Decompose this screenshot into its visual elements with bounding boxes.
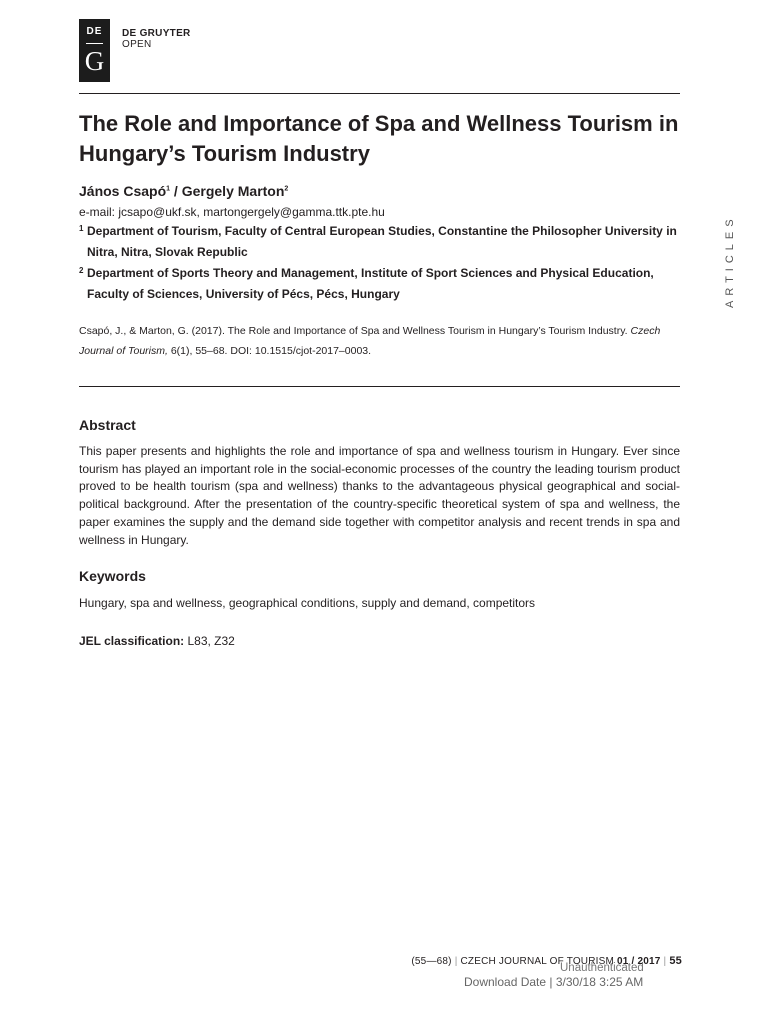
publisher-subtitle: OPEN — [122, 39, 152, 50]
affiliation-1 — [79, 221, 684, 263]
author-2: Gergely Marton — [181, 183, 285, 199]
abstract-heading: Abstract — [79, 417, 136, 433]
citation-main: Csapó, J., & Marton, G. (2017). The Role and Importance of Spa and Wellness Tourism in Hungary’s Tourism Industry. — [79, 325, 631, 337]
abstract-text: This paper presents and highlights the role and importance of spa and wellness tourism in Hungary. Ever since tourism has played an important role in the social-economic processes of the country the leading tourism product proved to be health tourism (spa and wellness) thanks to the advantageous physical geographical and social-political background. After the presentation of the country-specific theoretical system of spa and wellness, the paper examines the supply and the demand side together with competitor analysis and recent trends in spa and wellness in Hungary. — [79, 444, 680, 547]
keywords-heading: Keywords — [79, 568, 146, 584]
publisher-title: DE GRUYTER — [122, 28, 191, 39]
affiliation-1-mark: 1 — [79, 224, 84, 233]
section-rule — [79, 386, 680, 387]
footer-separator-2: | — [663, 956, 667, 967]
footer-separator: | — [454, 956, 458, 967]
download-status: Unauthenticated — [560, 962, 644, 974]
jel-label: JEL classification: — [79, 634, 185, 648]
footer-journal: CZECH JOURNAL OF TOURISM — [460, 956, 615, 967]
author-email: e-mail: jcsapo@ukf.sk, martongergely@gamma.ttk.pte.hu — [79, 205, 385, 219]
articles-side-label: ARTICLES — [724, 214, 736, 308]
author-1-mark: 1 — [166, 185, 171, 193]
download-date: Download Date | 3/30/18 3:25 AM — [464, 975, 644, 989]
jel-value: L83, Z32 — [184, 634, 235, 648]
citation — [79, 321, 680, 361]
publisher-name — [122, 28, 191, 50]
publisher-logo — [79, 19, 110, 82]
affiliation-1-text: Department of Tourism, Faculty of Central European Studies, Constantine the Philosopher University in Nitra, Nitra, Slovak Republic — [87, 224, 677, 259]
logo-de-text: DE — [86, 26, 103, 37]
page-number: 55 — [669, 955, 682, 967]
logo-g-text: G — [84, 46, 105, 76]
keywords-text: Hungary, spa and wellness, geographical conditions, supply and demand, competitors — [79, 596, 536, 610]
paper-title: The Role and Importance of Spa and Wellness Tourism in Hungary’s Tourism Industry — [79, 111, 679, 166]
author-1: János Csapó — [79, 183, 167, 199]
affiliation-2-mark: 2 — [79, 266, 84, 275]
citation-rest: 6(1), 55–68. DOI: 10.1515/cjot-2017–0003. — [167, 345, 372, 357]
affiliation-2 — [79, 263, 684, 305]
affiliation-2-text: Department of Sports Theory and Management, Institute of Sport Sciences and Physical Education, Faculty of Sciences, University of Pécs, Pécs, Hungary — [87, 266, 654, 301]
author-2-mark: 2 — [284, 185, 289, 193]
author-separator: / — [170, 183, 182, 199]
header-rule — [79, 93, 680, 94]
jel-classification — [79, 634, 235, 648]
footer-pages: (55—68) — [411, 956, 452, 967]
footer-issue: 01 / 2017 — [617, 956, 661, 967]
author-line — [79, 183, 288, 199]
citation-journal: Czech Journal of Tourism, — [79, 325, 661, 357]
logo-divider — [86, 43, 103, 44]
